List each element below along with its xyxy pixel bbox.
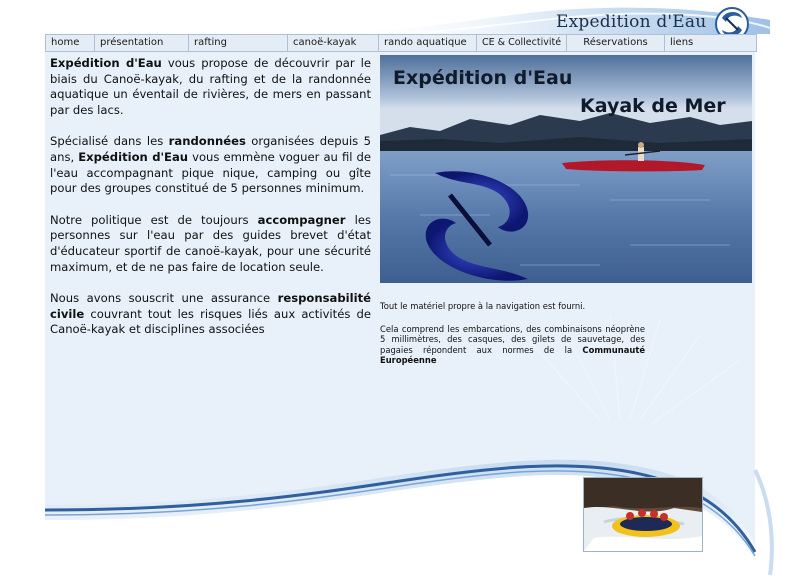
intro-text-span: vous propose de découvrir par le biais du Canoë-kayak, du rafting et de la randonnée aquatique un éventail de rivières, de mers en passant par des lacs. [50,56,371,117]
nav-item-rando-aquatique[interactable]: rando aquatique [378,35,476,51]
nav-item-presentation[interactable]: présentation [94,35,188,51]
nav-item-ce-collectivite[interactable]: CE & Collectivité [476,35,566,51]
rafting-thumbnail[interactable] [583,477,703,552]
emphasis: Communauté Européenne [380,344,645,366]
intro-text [50,56,371,354]
equipment-paragraph-2 [380,324,645,366]
intro-paragraph-3 [50,213,371,275]
sea-kayak-photo [380,55,752,283]
intro-paragraph-1 [50,56,371,118]
emphasis: randonnées [168,134,246,149]
emphasis: responsabilité civile [50,291,371,321]
equipment-text-span: Cela comprend les embarcations, des combinaisons néoprène 5 millimètres, des casques, des gilets de sauvetage, des pagaies répondent aux normes de la [380,323,645,355]
intro-text-span: couvrant tout les risques liés aux activités de Canoë-kayak et disciplines associées [50,306,371,337]
equipment-paragraph-1: Tout le matériel propre à la navigation est fourni. [380,301,586,311]
intro-text-span: Notre politique est de toujours [50,212,258,227]
intro-paragraph-2 [50,134,371,196]
intro-text-span: vous emmène voguer au fil de l'eau accompagnant pique nique, camping ou gîte pour des groupes constitué de 5 personnes minimum. [50,149,371,196]
brand-name: Expédition d'Eau [50,56,162,70]
emphasis: accompagner [257,212,346,227]
brand-name: Expédition d'Eau [78,149,189,164]
hero-title: Expédition d'Eau [393,67,573,89]
nav-item-canoe-kayak[interactable]: canoë-kayak [287,35,378,51]
nav-item-liens[interactable]: liens [664,35,756,51]
rafting-photo [584,478,702,551]
nav-item-reservations[interactable]: Réservations [566,35,664,51]
main-navigation [45,34,757,52]
logo-text: Expedition d'Eau [556,12,707,32]
intro-text-span: Spécialisé dans les [50,134,169,149]
hero-subtitle: Kayak de Mer [580,95,726,117]
intro-text-span: les personnes sur l'eau par des guides brevet d'état d'éducateur sportif de canoë-kayak, pour une sécurité maximum, et de ne pas faire de location seule. [50,212,371,274]
intro-paragraph-4 [50,291,371,338]
nav-item-rafting[interactable]: rafting [188,35,287,51]
equipment-text [380,301,645,378]
hero-kayak-image [380,55,752,283]
intro-text-span: organisées depuis 5 ans, [50,134,371,164]
nav-item-home[interactable]: home [51,37,80,48]
intro-text-span: Nous avons souscrit une assurance [50,291,278,306]
